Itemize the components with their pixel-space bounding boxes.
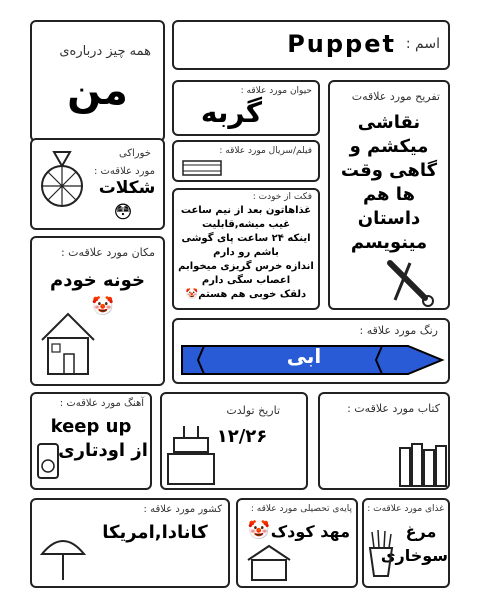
country-box xyxy=(30,498,230,588)
facts-line: اینکه ۲۴ ساعت پای گوشی xyxy=(181,233,311,244)
song-line-2: از اودتاری xyxy=(58,440,148,461)
birthday-box xyxy=(160,392,308,490)
art-supplies-icon xyxy=(380,258,440,308)
song-box xyxy=(30,392,152,490)
facts-line: باشم رو دارم xyxy=(213,247,279,258)
beach-umbrella-icon xyxy=(38,532,88,582)
hobby-line: مینویسم xyxy=(350,232,428,253)
pet-value: گربه xyxy=(200,96,263,129)
food-label-2: مورد علاقه‌ت : xyxy=(93,166,155,177)
place-emoji: 🤡 xyxy=(91,296,115,317)
grade-emoji: 🤡 xyxy=(247,520,271,541)
grade-box xyxy=(236,498,358,588)
house-icon xyxy=(38,306,98,376)
name-label: اسم : xyxy=(405,36,440,52)
facts-box xyxy=(172,188,320,310)
hobby-line: میکشم و xyxy=(349,136,429,157)
pet-box xyxy=(172,80,320,136)
song-line-1: keep up xyxy=(50,416,132,437)
birthday-label: تاریخ تولدت xyxy=(226,404,280,417)
books-icon xyxy=(398,442,448,488)
hobby-label: تفریح مورد علاقه‌ت xyxy=(351,90,440,103)
school-icon xyxy=(246,544,292,582)
color-label: رنگ مورد علاقه : xyxy=(359,324,438,337)
country-label: کشور مورد علاقه : xyxy=(143,504,222,515)
food-box xyxy=(30,138,165,230)
me-title: من xyxy=(67,68,128,114)
cake-icon xyxy=(166,408,216,488)
hobby-box xyxy=(328,80,450,310)
book-box xyxy=(318,392,450,490)
color-box xyxy=(172,318,450,384)
candy-icon xyxy=(36,148,92,218)
birthday-value: ۱۲/۲۶ xyxy=(216,426,268,447)
hobby-line: نقاشی xyxy=(357,112,421,133)
favfood-line-2: سوخاری xyxy=(380,546,448,565)
place-label: مکان مورد علاقه‌ت : xyxy=(60,246,155,259)
facts-line: غیب میشه,قابلیت xyxy=(201,219,291,230)
color-value: ابی xyxy=(286,344,322,368)
movie-box xyxy=(172,140,320,182)
facts-line: دلقک خوبی هم هستم🤡 xyxy=(185,289,307,300)
facts-label: فکت از خودت : xyxy=(252,192,312,202)
food-value: شکلات xyxy=(98,178,156,198)
grade-value: مهد کودک xyxy=(270,522,350,541)
name-box xyxy=(172,20,450,70)
place-value: خونه خودم xyxy=(50,270,145,291)
movie-label: فیلم/سریال مورد علاقه : xyxy=(219,146,312,156)
music-player-icon xyxy=(36,442,62,482)
all-about-label: همه چیز درباره‌ی xyxy=(59,44,151,59)
facts-line: اندازه خرس گریزی میخوابم xyxy=(178,261,314,272)
filmstrip-icon xyxy=(182,160,222,176)
favfood-label: غذای مورد علاقه‌ت : xyxy=(367,504,444,514)
place-box xyxy=(30,236,165,386)
hobby-line: گاهی وقت xyxy=(340,160,438,181)
food-label-1: خوراکی xyxy=(118,148,151,159)
grade-label: پایه‌ی تحصیلی مورد علاقه : xyxy=(250,504,352,514)
facts-line: اعصاب سگی دارم xyxy=(201,275,291,286)
pet-label: حیوان مورد علاقه : xyxy=(240,86,312,96)
book-label: کتاب مورد علاقه‌ت : xyxy=(347,402,440,415)
favfood-box xyxy=(362,498,450,588)
header-box xyxy=(30,20,165,142)
name-value: Puppet xyxy=(287,30,396,58)
hobby-line: داستان xyxy=(357,208,421,229)
favfood-line-1: مرغ xyxy=(405,522,437,541)
fries-icon xyxy=(368,528,394,578)
song-label: آهنگ مورد علاقه‌ت : xyxy=(59,398,144,409)
country-value: کانادا,امریکا xyxy=(102,522,208,543)
food-emoji: 😳 xyxy=(113,202,133,223)
facts-line: غذاهاتون بعد از نیم ساعت xyxy=(180,205,312,216)
hobby-line: ها هم xyxy=(362,184,416,205)
